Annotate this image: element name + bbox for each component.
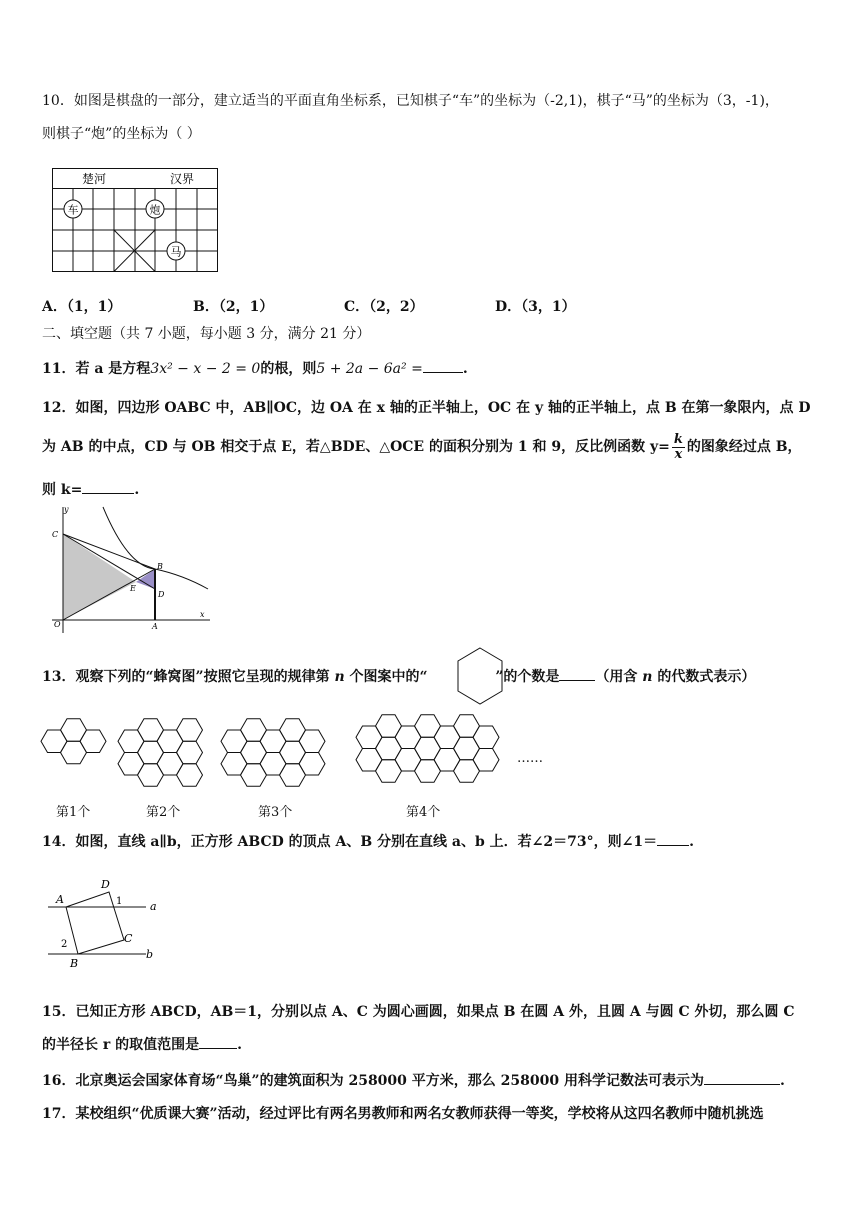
- caption-pattern-2: 第2个: [146, 805, 181, 820]
- piece-che: [64, 200, 82, 218]
- q16-text: 16．北京奥运会国家体育场“鸟巢”的建筑面积为 258000 平方米，那么 258000 用科学记数法可表示为: [42, 1073, 704, 1089]
- honeycomb-pattern-3: [220, 716, 340, 801]
- honeycomb-cell: [356, 726, 382, 749]
- q12-line3: [42, 479, 139, 500]
- q14-answer-blank[interactable]: [657, 831, 689, 846]
- honeycomb-cell: [299, 753, 325, 776]
- label-line-b: b: [146, 948, 154, 961]
- board-label-hanjie: 汉界: [170, 172, 195, 186]
- honeycomb-cell: [177, 764, 203, 787]
- label-d: D: [158, 590, 165, 599]
- honeycomb-cell: [138, 741, 164, 764]
- honeycomb-cell: [434, 726, 460, 749]
- q12-line2-a: 为 AB 的中点，CD 与 OB 相交于点 E，若△BDE、△OCE 的面积分别为 1 和 9，反比例函数 y=: [42, 439, 670, 455]
- label-line-a: a: [150, 900, 157, 913]
- honeycomb-cell: [454, 760, 480, 783]
- piece-pao: [146, 200, 164, 218]
- q11-equation: 3x² − x − 2 = 0: [150, 361, 261, 377]
- label-e: E: [130, 584, 136, 593]
- honeycomb-cell: [280, 764, 306, 787]
- honeycomb-cell: [473, 749, 499, 772]
- honeycomb-cell: [241, 719, 267, 742]
- q15-line2-text: 的半径长 r 的取值范围是: [42, 1037, 200, 1053]
- honeycomb-cell: [415, 715, 441, 738]
- honeycomb-cell: [280, 741, 306, 764]
- q13-middle: 个图案中的“: [349, 669, 428, 685]
- caption-pattern-4: 第4个: [406, 805, 441, 820]
- q12-line2: [42, 432, 802, 462]
- honeycomb-cell: [454, 715, 480, 738]
- label-c: C: [52, 530, 59, 539]
- q10-line2: 则棋子“炮”的坐标为（ ）: [42, 126, 201, 142]
- svg-text:马: 马: [170, 245, 182, 259]
- q14-line: [42, 831, 694, 852]
- q13-line: [42, 666, 755, 687]
- honeycomb-pattern-2: [117, 716, 207, 801]
- q15-end: .: [237, 1037, 242, 1053]
- q12-line1: 12．如图，四边形 OABC 中，AB∥OC，边 OA 在 x 轴的正半轴上，OC 在 y 轴的正半轴上，点 B 在第一象限内，点 D: [42, 400, 811, 416]
- honeycomb-cell: [41, 730, 67, 753]
- q12-fraction: [672, 433, 685, 462]
- honeycomb-cell: [221, 730, 247, 753]
- q14-text: 14．如图，直线 a∥b，正方形 ABCD 的顶点 A、B 分别在直线 a、b 上．若∠2＝73°，则∠1＝: [42, 834, 658, 850]
- q16-end: .: [779, 1073, 785, 1089]
- q10-option-b[interactable]: B．（2，1）: [193, 299, 274, 315]
- label-a: A: [152, 622, 158, 631]
- q11: [42, 358, 468, 379]
- svg-text:车: 车: [67, 203, 79, 217]
- label-y: y: [64, 505, 69, 514]
- honeycomb-cell: [118, 730, 144, 753]
- honeycomb-cell: [61, 741, 87, 764]
- honeycomb-cell: [260, 753, 286, 776]
- q11-expression: 5 + 2a − 6a² =: [316, 361, 423, 377]
- honeycomb-cell: [157, 730, 183, 753]
- q13-suffix-b: （用含: [595, 669, 638, 685]
- q10-option-d[interactable]: D．（3，1）: [495, 299, 576, 315]
- honeycomb-cell: [118, 753, 144, 776]
- honeycomb-cell: [61, 719, 87, 742]
- honeycomb-cell: [376, 760, 402, 783]
- label-a-14: A: [56, 893, 64, 906]
- label-b: B: [157, 562, 163, 571]
- piece-ma: [167, 242, 185, 260]
- honeycomb-cell: [157, 753, 183, 776]
- label-c-14: C: [124, 932, 133, 945]
- q13-n: n: [334, 669, 345, 685]
- q17-line: 17．某校组织“优质课大赛”活动，经过评比有两名男教师和两名女教师获得一等奖，学校将从这四名教师中随机挑选: [42, 1106, 764, 1122]
- honeycomb-cell: [241, 764, 267, 787]
- honeycomb-cell: [299, 730, 325, 753]
- q16-line: [42, 1070, 785, 1091]
- q13-suffix-c: 的代数式表示）: [657, 669, 756, 685]
- label-angle2: 2: [61, 939, 68, 950]
- q13-suffix-a: ”的个数是: [495, 669, 560, 685]
- q12-line3-text: 则 k=: [42, 482, 83, 498]
- honeycomb-cell: [80, 730, 106, 753]
- q14-square-figure: [44, 874, 164, 972]
- honeycomb-cell: [221, 753, 247, 776]
- q13-n2: n: [642, 669, 653, 685]
- honeycomb-cell: [138, 719, 164, 742]
- q13-ellipsis: ……: [517, 751, 543, 766]
- honeycomb-cell: [473, 726, 499, 749]
- q10-option-a[interactable]: A．（1，1）: [42, 299, 122, 315]
- q13-prefix: 13．观察下列的“蜂窝图”按照它呈现的规律第: [42, 669, 330, 685]
- honeycomb-cell: [454, 737, 480, 760]
- q13-answer-blank[interactable]: [559, 666, 595, 681]
- svg-text:炮: 炮: [149, 203, 161, 217]
- q11-middle: 的根，则: [260, 361, 317, 377]
- section-heading-fill-in: 二、填空题（共 7 小题，每小题 3 分，满分 21 分）: [42, 326, 371, 342]
- q11-answer-blank[interactable]: [423, 358, 463, 373]
- honeycomb-pattern-4: [355, 710, 505, 802]
- label-x: x: [200, 610, 205, 619]
- honeycomb-pattern-1: [40, 716, 100, 801]
- honeycomb-cell: [376, 737, 402, 760]
- honeycomb-cell: [415, 737, 441, 760]
- hexagon-icon: [456, 647, 504, 705]
- honeycomb-cell: [177, 741, 203, 764]
- honeycomb-cell: [280, 719, 306, 742]
- honeycomb-cell: [376, 715, 402, 738]
- q12-coordinate-figure: [48, 505, 218, 635]
- q14-end: .: [689, 834, 694, 850]
- board-label-chuhe: 楚河: [82, 172, 107, 186]
- chessboard-figure: [52, 168, 220, 274]
- q10-line1: 10．如图是棋盘的一部分，建立适当的平面直角坐标系，已知棋子“车”的坐标为（-2,1)，棋子“马”的坐标为（3，-1)，: [42, 93, 779, 109]
- q11-prefix: 11．若 a 是方程: [42, 361, 151, 377]
- q15-answer-blank[interactable]: [199, 1034, 237, 1049]
- q16-answer-blank[interactable]: [704, 1070, 780, 1085]
- honeycomb-cell: [241, 741, 267, 764]
- q11-suffix: .: [462, 361, 468, 377]
- q12-frac-num: k: [673, 431, 683, 447]
- label-b-14: B: [70, 957, 79, 970]
- caption-pattern-3: 第3个: [258, 805, 293, 820]
- honeycomb-cell: [415, 760, 441, 783]
- q12-answer-blank[interactable]: [82, 479, 134, 494]
- q12-line2-b: 的图象经过点 B，: [686, 439, 802, 455]
- label-d-14: D: [101, 878, 110, 891]
- q12-frac-den: x: [674, 446, 683, 462]
- q15-line1: 15．已知正方形 ABCD，AB＝1，分别以点 A、C 为圆心画圆，如果点 B 在圆 A 外，且圆 A 与圆 C 外切，那么圆 C: [42, 1004, 795, 1020]
- caption-pattern-1: 第1个: [56, 805, 91, 820]
- q12-line3-end: .: [134, 482, 140, 498]
- q15-line2: [42, 1034, 242, 1055]
- honeycomb-cell: [395, 726, 421, 749]
- q10-option-c[interactable]: C．（2，2）: [344, 299, 424, 315]
- honeycomb-cell: [395, 749, 421, 772]
- honeycomb-cell: [260, 730, 286, 753]
- honeycomb-cell: [434, 749, 460, 772]
- honeycomb-cell: [138, 764, 164, 787]
- label-o: O: [54, 620, 61, 629]
- honeycomb-cell: [356, 749, 382, 772]
- honeycomb-cell: [177, 719, 203, 742]
- label-angle1: 1: [116, 896, 123, 907]
